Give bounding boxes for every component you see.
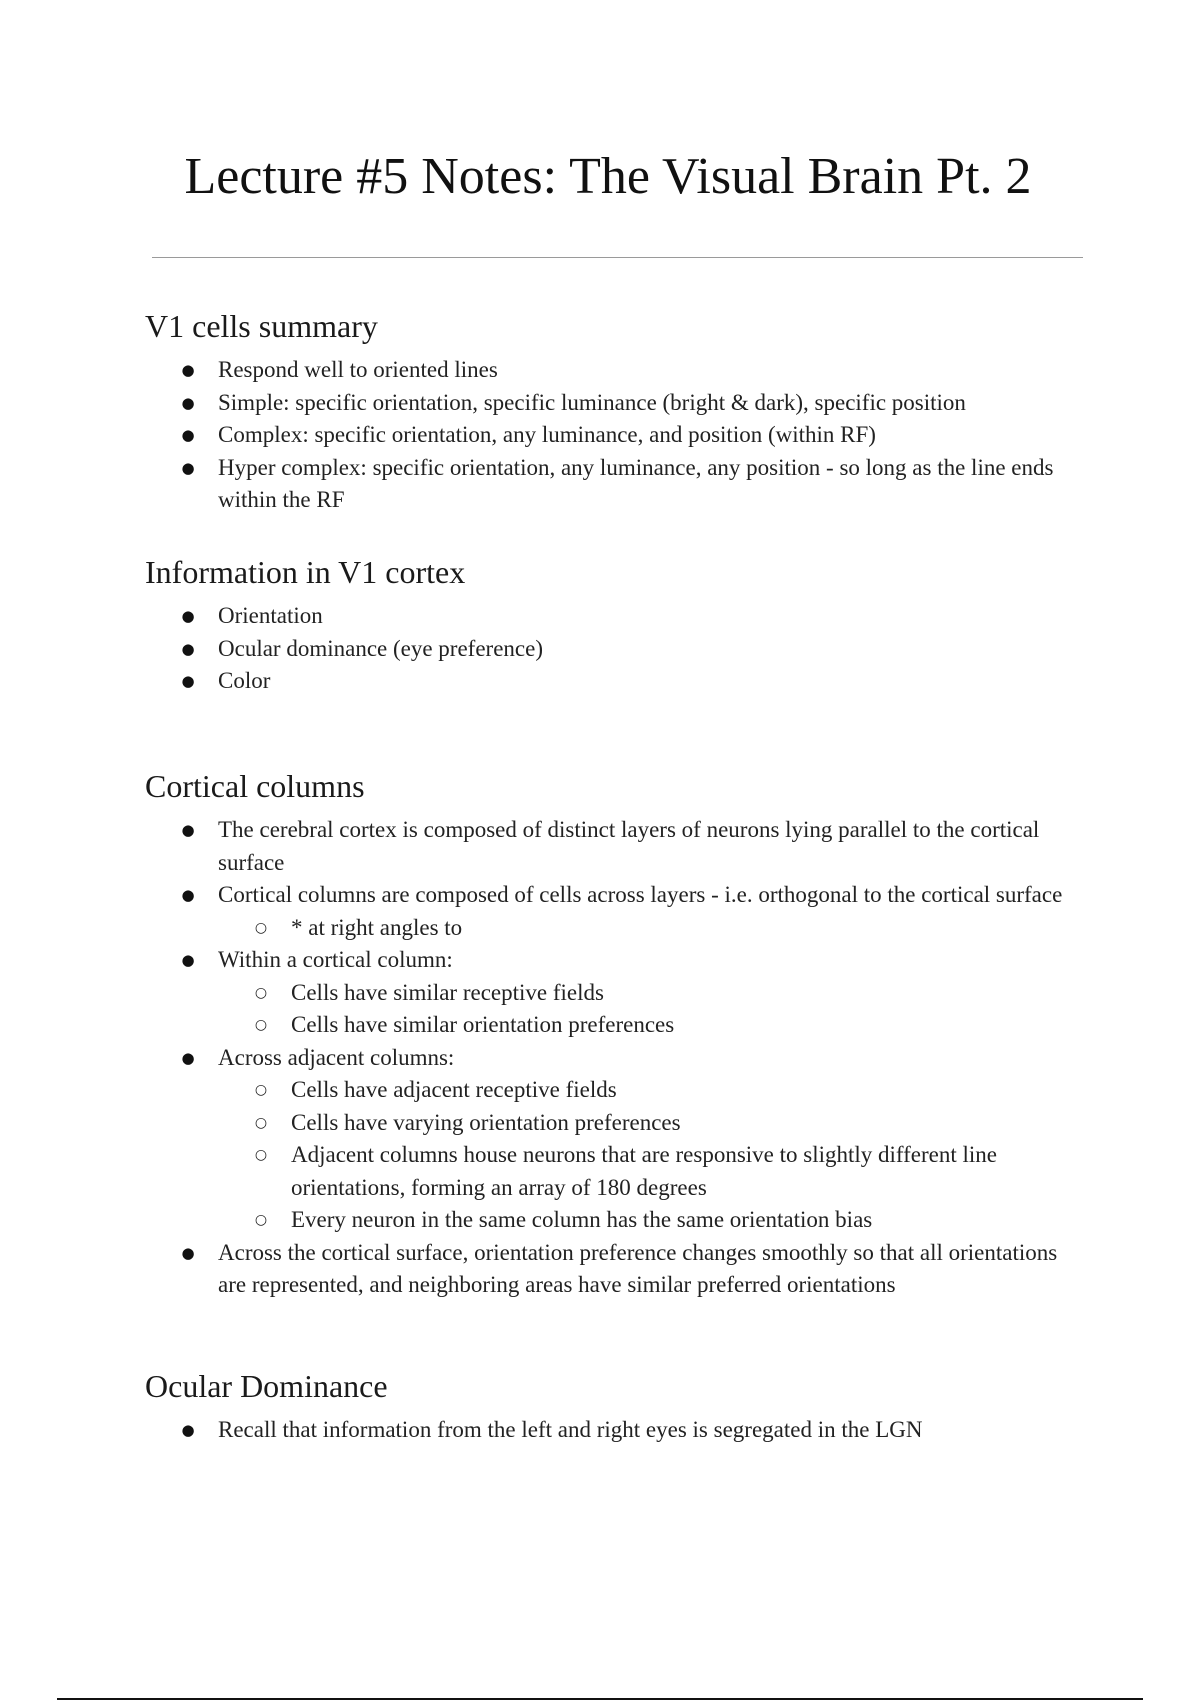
bullet-list bbox=[145, 600, 1090, 698]
list-item-text: Complex: specific orientation, any luminance, and position (within RF) bbox=[218, 422, 876, 447]
sub-bullet-list bbox=[218, 912, 1090, 945]
hollow-bullet-icon: ○ bbox=[254, 1114, 268, 1131]
bullet-icon: ● bbox=[181, 361, 195, 379]
list-item bbox=[145, 1042, 1090, 1237]
title-divider bbox=[152, 257, 1083, 258]
bullet-icon: ● bbox=[181, 458, 195, 477]
page-title: Lecture #5 Notes: The Visual Brain Pt. 2 bbox=[184, 148, 1032, 205]
list-item bbox=[145, 814, 1090, 879]
bullet-icon: ● bbox=[181, 1243, 195, 1262]
list-item-text: Recall that information from the left and right eyes is segregated in the LGN bbox=[218, 1417, 923, 1442]
list-item bbox=[145, 600, 1090, 633]
bullet-icon: ● bbox=[181, 607, 195, 625]
hollow-bullet-icon: ○ bbox=[254, 1147, 268, 1163]
bullet-icon: ● bbox=[181, 821, 195, 839]
sub-list-item-text: * at right angles to bbox=[291, 914, 463, 940]
hollow-bullet-icon: ○ bbox=[254, 1017, 268, 1033]
section-cortical-columns bbox=[145, 766, 1090, 1302]
list-item-text: Color bbox=[218, 668, 271, 693]
sub-list-item bbox=[218, 1139, 1090, 1204]
bullet-icon: ● bbox=[181, 1421, 195, 1439]
list-item-text: Orientation bbox=[218, 603, 323, 628]
section-information-in-v1-cortex bbox=[145, 552, 1090, 698]
list-item bbox=[145, 1237, 1090, 1302]
list-item-text: Across adjacent columns: bbox=[218, 1044, 455, 1070]
list-item bbox=[145, 944, 1090, 1042]
bullet-icon: ● bbox=[181, 672, 195, 690]
list-item-text: Hyper complex: specific orientation, any luminance, any position - so long as the line ends within the RF bbox=[218, 454, 1054, 512]
sub-list-item bbox=[218, 977, 1090, 1010]
bullet-icon: ● bbox=[181, 1048, 195, 1067]
list-item-text: Within a cortical column: bbox=[218, 947, 453, 972]
sub-list-item-text: Cells have similar receptive fields bbox=[291, 979, 604, 1005]
sub-list-item bbox=[218, 1074, 1090, 1107]
section-ocular-dominance bbox=[145, 1366, 1090, 1447]
bullet-icon: ● bbox=[181, 639, 195, 658]
sub-list-item bbox=[218, 912, 1090, 945]
list-item bbox=[145, 452, 1090, 517]
sub-list-item-text: Adjacent columns house neurons that are responsive to slightly different line orientations, forming an array of 180 degrees bbox=[291, 1142, 998, 1200]
list-item bbox=[145, 1414, 1090, 1447]
section-heading: Information in V1 cortex bbox=[145, 554, 466, 590]
list-item bbox=[145, 633, 1090, 666]
list-item bbox=[145, 419, 1090, 452]
list-item bbox=[145, 879, 1090, 944]
list-item-text: Respond well to oriented lines bbox=[218, 357, 498, 382]
hollow-bullet-icon: ○ bbox=[254, 1212, 268, 1228]
sub-list-item bbox=[218, 1204, 1090, 1237]
list-item-text: Cortical columns are composed of cells across layers - i.e. orthogonal to the cortical surface bbox=[218, 882, 1063, 907]
sub-list-item-text: Cells have adjacent receptive fields bbox=[291, 1077, 617, 1102]
bullet-list bbox=[145, 814, 1090, 1302]
section-v1-cells-summary bbox=[145, 306, 1090, 517]
bullet-list bbox=[145, 1414, 1090, 1447]
bullet-icon: ● bbox=[181, 393, 195, 412]
sub-list-item bbox=[218, 1009, 1090, 1042]
bullet-icon: ● bbox=[181, 886, 195, 904]
section-heading: Ocular Dominance bbox=[145, 1368, 388, 1404]
section-heading: V1 cells summary bbox=[145, 308, 378, 344]
list-item-text: Across the cortical surface, orientation preference changes smoothly so that all orientations are represented, and neighboring areas have similar preferred orientations bbox=[218, 1239, 1058, 1297]
hollow-bullet-icon: ○ bbox=[254, 919, 268, 936]
sub-list-item bbox=[218, 1107, 1090, 1140]
sub-bullet-list bbox=[218, 977, 1090, 1042]
section-heading: Cortical columns bbox=[145, 768, 365, 804]
sub-list-item-text: Cells have varying orientation preferences bbox=[291, 1109, 681, 1135]
sub-list-item-text: Cells have similar orientation preferences bbox=[291, 1012, 675, 1037]
bullet-list bbox=[145, 354, 1090, 517]
list-item-text: The cerebral cortex is composed of distinct layers of neurons lying parallel to the cortical surface bbox=[218, 817, 1040, 875]
list-item bbox=[145, 387, 1090, 420]
sub-list-item-text: Every neuron in the same column has the same orientation bias bbox=[291, 1207, 873, 1232]
hollow-bullet-icon: ○ bbox=[254, 984, 268, 1001]
list-item-text: Ocular dominance (eye preference) bbox=[218, 635, 543, 661]
sub-bullet-list bbox=[218, 1074, 1090, 1237]
bullet-icon: ● bbox=[181, 426, 195, 444]
bullet-icon: ● bbox=[181, 951, 195, 969]
hollow-bullet-icon: ○ bbox=[254, 1082, 268, 1098]
list-item bbox=[145, 665, 1090, 698]
list-item bbox=[145, 354, 1090, 387]
list-item-text: Simple: specific orientation, specific luminance (bright & dark), specific position bbox=[218, 389, 966, 415]
